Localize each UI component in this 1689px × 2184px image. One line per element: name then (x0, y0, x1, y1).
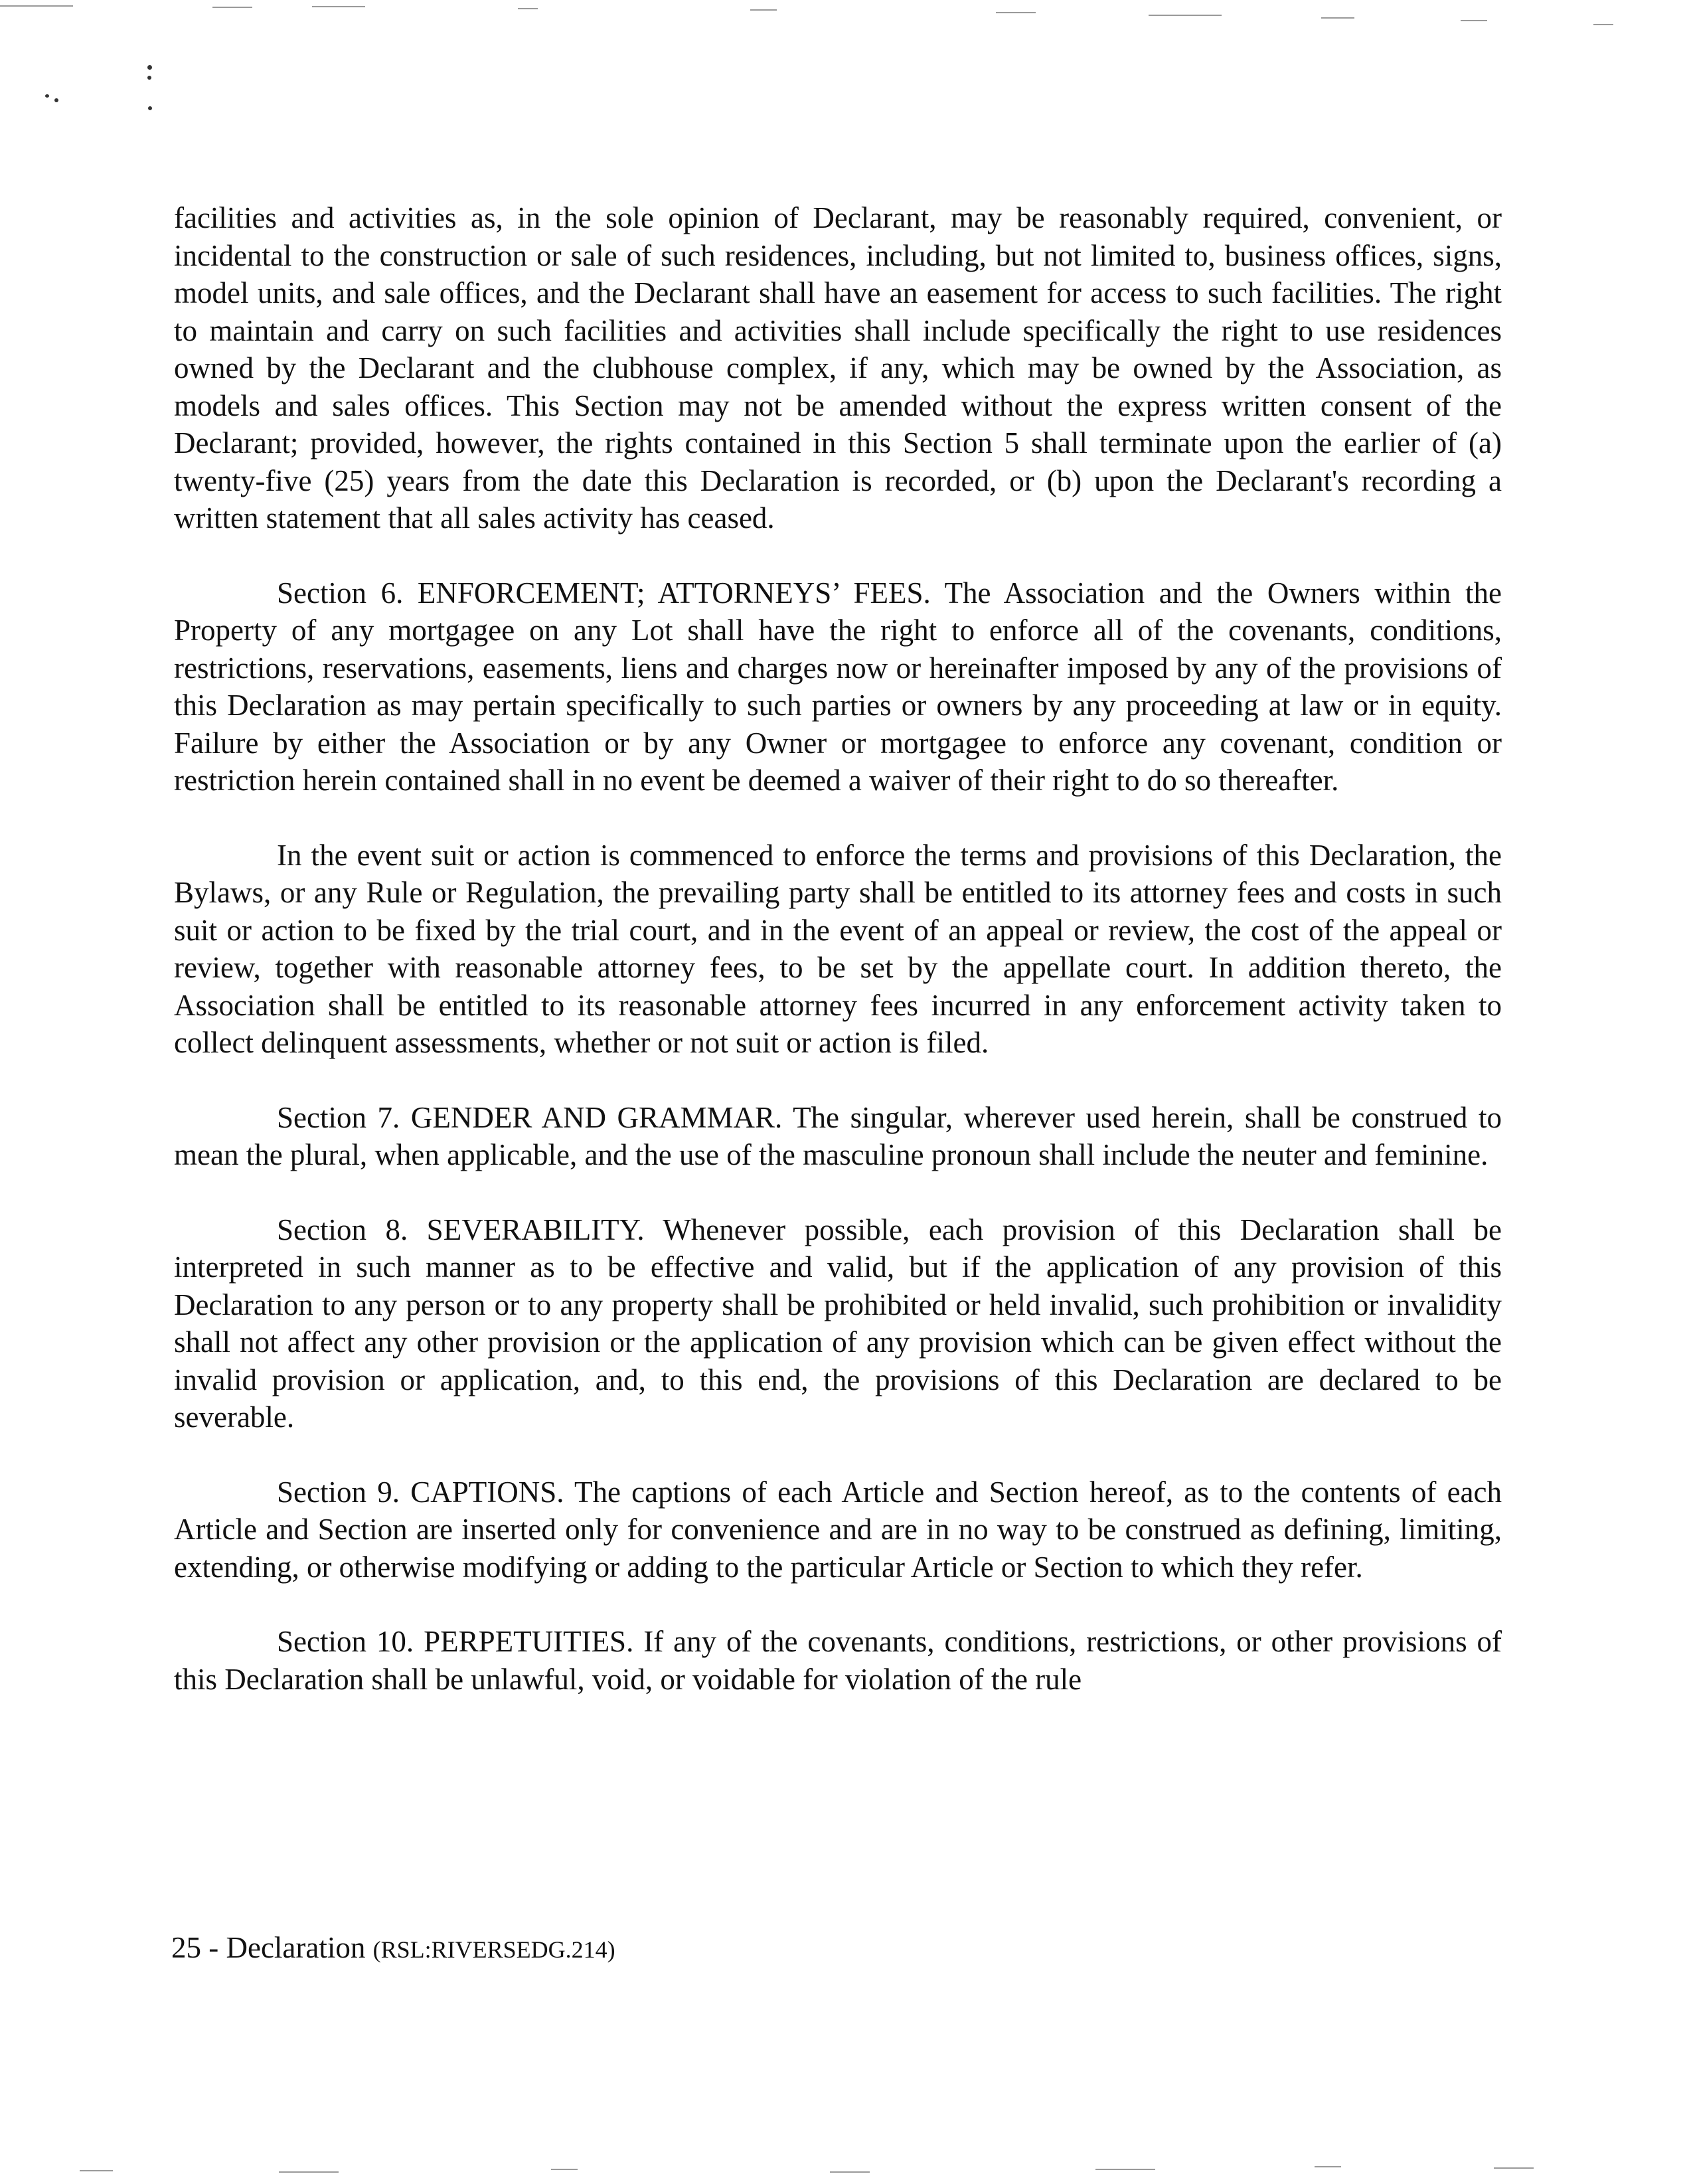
scan-line (750, 9, 777, 11)
paragraph-section-9: Section 9. CAPTIONS. The captions of each Article and Section hereof, as to the contents of each Article and Section are inserted only for convenience and are in no way to be construed as defining, limiting, extending, or otherwise modifying or adding to the particular Article or Section to which they refer. (174, 1475, 1502, 1584)
speck (45, 94, 49, 98)
scan-line (996, 12, 1036, 13)
paragraph-section-10: Section 10. PERPETUITIES. If any of the covenants, conditions, restrictions, or other provisions of this Declaration shall be unlawful, void, or voidable for violation of the rule (174, 1625, 1502, 1696)
scan-line (0, 5, 73, 7)
speck (148, 106, 152, 110)
scan-line (312, 6, 365, 7)
speck (147, 76, 151, 80)
paragraph-attorney-fees: In the event suit or action is commenced to enforce the terms and provisions of this Declaration, the Bylaws, or any Rule or Regulation, the prevailing party shall be entitled to its attorney fees and costs in such suit or action to be fixed by the trial court, and in the event of an appeal or review, the cost of the appeal or review, together with reasonable attorney fees, to be set by the appellate court. In addition thereto, the Association shall be entitled to its reasonable attorney fees incurred in any enforcement activity taken to collect delinquent assessments, whether or not suit or action is filed. (174, 838, 1502, 1059)
scan-line (1461, 20, 1487, 21)
scan-line (1593, 24, 1613, 25)
paragraph-section-7: Section 7. GENDER AND GRAMMAR. The singular, wherever used herein, shall be construed to mean the plural, when applicable, and the use of the masculine pronoun shall include the neuter and feminine. (174, 1100, 1502, 1171)
scan-line (551, 2169, 578, 2170)
footer-doc-code: (RSL:RIVERSEDG.214) (372, 1936, 615, 1963)
footer-page-label: 25 - Declaration (171, 1931, 366, 1964)
scan-line (830, 2171, 870, 2173)
scan-line (1095, 2169, 1155, 2170)
scan-line (279, 2171, 339, 2173)
speck (147, 65, 152, 70)
scan-line (1149, 15, 1222, 16)
paragraph-section-8: Section 8. SEVERABILITY. Whenever possible, each provision of this Declaration shall be interpreted in such manner as to be effective and valid, but if the application of any provision of this Declaration to any person or to any property shall be prohibited or held invalid, such prohibition or invalidity shall not affect any other provision or the application of any provision which can be given effect without the invalid provision or application, and, to this end, the provisions of this Declaration are declared to be severable. (174, 1213, 1502, 1434)
scan-line (212, 7, 252, 8)
scan-line (1321, 17, 1354, 19)
paragraph-section-6: Section 6. ENFORCEMENT; ATTORNEYS’ FEES. The Association and the Owners within the Property of any mortgagee on any Lot shall have the right to enforce all of the covenants, conditions, restrictions, reservations, easements, liens and charges now or hereinafter imposed by any of the provisions of this Declaration as may pertain specifically to such parties or owners by any proceeding at law or in equity. Failure by either the Association or by any Owner or mortgagee to enforce any covenant, condition or restriction herein contained shall in no event be deemed a waiver of their right to do so thereafter. (174, 576, 1502, 797)
page-footer (171, 1929, 615, 1968)
speck (54, 98, 58, 102)
document-body (174, 199, 1502, 1735)
scan-line (518, 8, 538, 9)
scan-line (80, 2170, 113, 2171)
scan-line (1315, 2166, 1341, 2167)
scan-line (1494, 2167, 1534, 2169)
paragraph-section-5-continued: facilities and activities as, in the sole opinion of Declarant, may be reasonably required, convenient, or incidental to the construction or sale of such residences, including, but not limited to, business offices, signs, model units, and sale offices, and the Declarant shall have an easement for access to such facilities. The right to maintain and carry on such facilities and activities shall include specifically the right to use residences owned by the Declarant and the clubhouse complex, if any, which may be owned by the Association, as models and sales offices. This Section may not be amended without the express written consent of the Declarant; provided, however, the rights contained in this Section 5 shall terminate upon the earlier of (a) twenty-five (25) years from the date this Declaration is recorded, or (b) upon the Declarant's recording a written statement that all sales activity has ceased. (174, 201, 1502, 535)
